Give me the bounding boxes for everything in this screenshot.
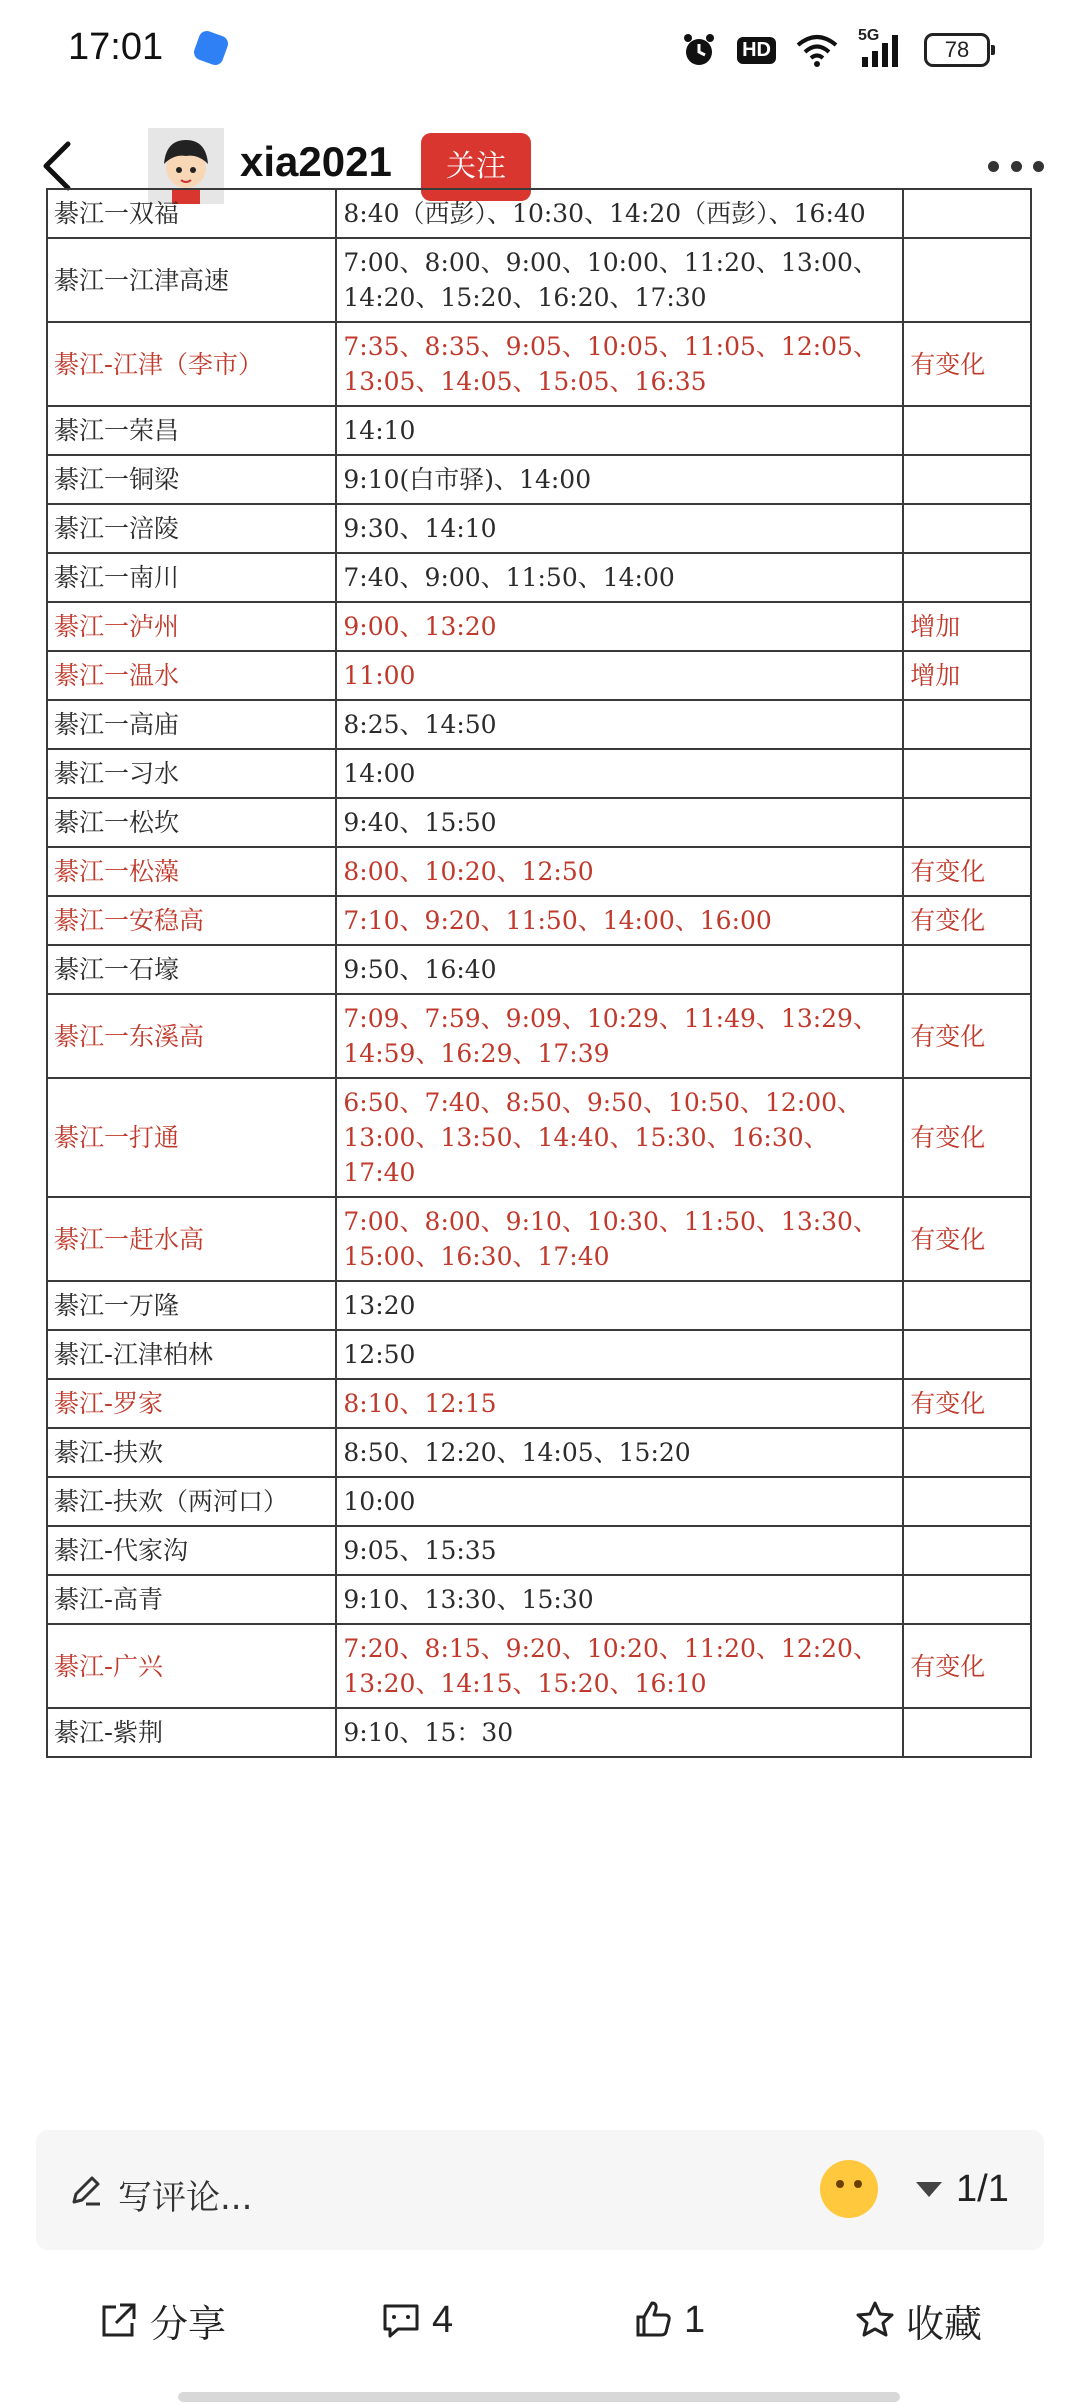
- comments-count: 4: [432, 2298, 454, 2341]
- departure-times-cell: 9:10、15：30: [336, 1708, 903, 1757]
- hd-icon: HD: [737, 37, 776, 64]
- status-icons: [681, 28, 990, 72]
- emoji-icon[interactable]: [820, 2160, 878, 2218]
- change-note-cell: [903, 1281, 1031, 1330]
- change-note-cell: 有变化: [903, 322, 1031, 406]
- page-counter: 1/1: [956, 2168, 1009, 2210]
- route-cell: 綦江一赶水高: [47, 1197, 336, 1281]
- schedule-row: [47, 749, 1031, 798]
- schedule-row: [47, 847, 1031, 896]
- share-icon: [98, 2299, 140, 2341]
- route-cell: 綦江一习水: [47, 749, 336, 798]
- star-icon: [854, 2299, 896, 2341]
- route-cell: 綦江-紫荆: [47, 1708, 336, 1757]
- departure-times-cell: 7:10、9:20、11:50、14:00、16:00: [336, 896, 903, 945]
- schedule-row: [47, 1379, 1031, 1428]
- departure-times-cell: 9:30、14:10: [336, 504, 903, 553]
- comment-icon: [380, 2299, 422, 2341]
- action-bar: [0, 2270, 1080, 2370]
- change-note-cell: [903, 798, 1031, 847]
- schedule-row: [47, 602, 1031, 651]
- schedule-row: [47, 994, 1031, 1078]
- departure-times-cell: 9:10、13:30、15:30: [336, 1575, 903, 1624]
- route-cell: 綦江一铜梁: [47, 455, 336, 504]
- more-dot-icon: [1033, 161, 1044, 172]
- thumbs-up-icon: [632, 2299, 674, 2341]
- route-cell: 綦江一打通: [47, 1078, 336, 1197]
- schedule-row: [47, 1330, 1031, 1379]
- route-cell: 綦江一双福: [47, 189, 336, 238]
- change-note-cell: [903, 1330, 1031, 1379]
- departure-times-cell: 7:40、9:00、11:50、14:00: [336, 553, 903, 602]
- alarm-icon: [681, 32, 717, 68]
- change-note-cell: [903, 406, 1031, 455]
- schedule-row: [47, 238, 1031, 322]
- change-note-cell: [903, 1477, 1031, 1526]
- network-type: 5G: [858, 27, 880, 44]
- departure-times-cell: 9:00、13:20: [336, 602, 903, 651]
- battery-icon: [924, 33, 990, 67]
- schedule-row: [47, 896, 1031, 945]
- route-cell: 綦江-罗家: [47, 1379, 336, 1428]
- route-cell: 綦江一松坎: [47, 798, 336, 847]
- departure-times-cell: 9:10(白市驿)、14:00: [336, 455, 903, 504]
- change-note-cell: 有变化: [903, 847, 1031, 896]
- departure-times-cell: 9:50、16:40: [336, 945, 903, 994]
- route-cell: 綦江一高庙: [47, 700, 336, 749]
- caret-down-icon[interactable]: [916, 2182, 942, 2197]
- route-cell: 綦江-扶欢: [47, 1428, 336, 1477]
- route-cell: 綦江一东溪高: [47, 994, 336, 1078]
- more-dot-icon: [988, 161, 999, 172]
- favorite-button[interactable]: [854, 2290, 982, 2350]
- change-note-cell: 有变化: [903, 1379, 1031, 1428]
- route-cell: 綦江-江津柏林: [47, 1330, 336, 1379]
- status-bar: [0, 0, 1080, 100]
- change-note-cell: [903, 1428, 1031, 1477]
- route-cell: 綦江-广兴: [47, 1624, 336, 1708]
- route-cell: 綦江一温水: [47, 651, 336, 700]
- share-label: 分享: [150, 2301, 227, 2346]
- route-cell: 綦江一荣昌: [47, 406, 336, 455]
- change-note-cell: 有变化: [903, 1624, 1031, 1708]
- departure-times-cell: 12:50: [336, 1330, 903, 1379]
- route-cell: 綦江-高青: [47, 1575, 336, 1624]
- change-note-cell: [903, 945, 1031, 994]
- change-note-cell: [903, 504, 1031, 553]
- comment-input[interactable]: 写评论...: [118, 2178, 253, 2218]
- schedule-row: [47, 1477, 1031, 1526]
- route-cell: 綦江-江津（李市）: [47, 322, 336, 406]
- change-note-cell: [903, 238, 1031, 322]
- schedule-row: [47, 1526, 1031, 1575]
- schedule-row: [47, 322, 1031, 406]
- favorite-label: 收藏: [906, 2301, 983, 2346]
- schedule-row: [47, 406, 1031, 455]
- change-note-cell: [903, 700, 1031, 749]
- chevron-left-icon: [30, 136, 90, 196]
- comment-bar: [36, 2130, 1044, 2250]
- route-cell: 綦江一南川: [47, 553, 336, 602]
- status-time: 17:01: [68, 26, 164, 68]
- departure-times-cell: 7:09、7:59、9:09、10:29、11:49、13:29、14:59、16:29、17:39: [336, 994, 903, 1078]
- change-note-cell: 有变化: [903, 1197, 1031, 1281]
- change-note-cell: 增加: [903, 651, 1031, 700]
- schedule-row: [47, 700, 1031, 749]
- change-note-cell: 有变化: [903, 994, 1031, 1078]
- departure-times-cell: 7:20、8:15、9:20、10:20、11:20、12:20、13:20、14:15、15:20、16:10: [336, 1624, 903, 1708]
- like-button[interactable]: [632, 2290, 705, 2350]
- schedule-row: [47, 1708, 1031, 1757]
- departure-times-cell: 8:40（西彭）、10:30、14:20（西彭）、16:40: [336, 189, 903, 238]
- change-note-cell: [903, 1708, 1031, 1757]
- route-cell: 綦江一涪陵: [47, 504, 336, 553]
- schedule-row: [47, 1078, 1031, 1197]
- bus-schedule-table: [46, 188, 1032, 1758]
- battery-level: 78: [944, 37, 970, 62]
- schedule-row: [47, 1197, 1031, 1281]
- route-cell: 綦江一松藻: [47, 847, 336, 896]
- app-notification-icon: [192, 29, 230, 67]
- departure-times-cell: 7:00、8:00、9:00、10:00、11:20、13:00、14:20、15:20、16:20、17:30: [336, 238, 903, 322]
- author-name[interactable]: xia2021: [240, 138, 392, 185]
- change-note-cell: 有变化: [903, 1078, 1031, 1197]
- schedule-row: [47, 1624, 1031, 1708]
- schedule-row: [47, 798, 1031, 847]
- change-note-cell: 增加: [903, 602, 1031, 651]
- departure-times-cell: 14:10: [336, 406, 903, 455]
- home-indicator[interactable]: [178, 2392, 900, 2402]
- route-cell: 綦江一石壕: [47, 945, 336, 994]
- schedule-row: [47, 553, 1031, 602]
- likes-count: 1: [684, 2298, 706, 2341]
- post-image[interactable]: [0, 199, 1080, 2096]
- schedule-row: [47, 1281, 1031, 1330]
- more-dot-icon: [1011, 161, 1022, 172]
- change-note-cell: 有变化: [903, 896, 1031, 945]
- schedule-row: [47, 504, 1031, 553]
- route-cell: 綦江一安稳高: [47, 896, 336, 945]
- route-cell: 綦江-代家沟: [47, 1526, 336, 1575]
- departure-times-cell: 8:50、12:20、14:05、15:20: [336, 1428, 903, 1477]
- schedule-row: [47, 1428, 1031, 1477]
- schedule-row: [47, 1575, 1031, 1624]
- follow-button[interactable]: 关注: [421, 133, 531, 201]
- change-note-cell: [903, 1575, 1031, 1624]
- departure-times-cell: 8:00、10:20、12:50: [336, 847, 903, 896]
- departure-times-cell: 6:50、7:40、8:50、9:50、10:50、12:00、13:00、13:50、14:40、15:30、16:30、17:40: [336, 1078, 903, 1197]
- departure-times-cell: 8:10、12:15: [336, 1379, 903, 1428]
- departure-times-cell: 13:20: [336, 1281, 903, 1330]
- change-note-cell: [903, 553, 1031, 602]
- departure-times-cell: 9:05、15:35: [336, 1526, 903, 1575]
- schedule-row: [47, 189, 1031, 238]
- pen-icon: [66, 2170, 106, 2210]
- route-cell: 綦江-扶欢（两河口）: [47, 1477, 336, 1526]
- schedule-row: [47, 455, 1031, 504]
- wifi-icon: [796, 33, 838, 67]
- departure-times-cell: 7:00、8:00、9:10、10:30、11:50、13:30、15:00、16:30、17:40: [336, 1197, 903, 1281]
- departure-times-cell: 9:40、15:50: [336, 798, 903, 847]
- change-note-cell: [903, 1526, 1031, 1575]
- route-cell: 綦江一泸州: [47, 602, 336, 651]
- departure-times-cell: 14:00: [336, 749, 903, 798]
- change-note-cell: [903, 749, 1031, 798]
- departure-times-cell: 11:00: [336, 651, 903, 700]
- comments-button[interactable]: [380, 2290, 453, 2350]
- departure-times-cell: 7:35、8:35、9:05、10:05、11:05、12:05、13:05、14:05、15:05、16:35: [336, 322, 903, 406]
- route-cell: 綦江一万隆: [47, 1281, 336, 1330]
- schedule-row: [47, 651, 1031, 700]
- departure-times-cell: 8:25、14:50: [336, 700, 903, 749]
- schedule-row: [47, 945, 1031, 994]
- share-button[interactable]: [98, 2290, 226, 2350]
- route-cell: 綦江一江津高速: [47, 238, 336, 322]
- content-fade: [0, 2070, 1080, 2096]
- change-note-cell: [903, 189, 1031, 238]
- departure-times-cell: 10:00: [336, 1477, 903, 1526]
- back-button[interactable]: [30, 136, 90, 196]
- more-options-button[interactable]: [988, 156, 1044, 176]
- change-note-cell: [903, 455, 1031, 504]
- cellular-signal-icon: [858, 27, 904, 69]
